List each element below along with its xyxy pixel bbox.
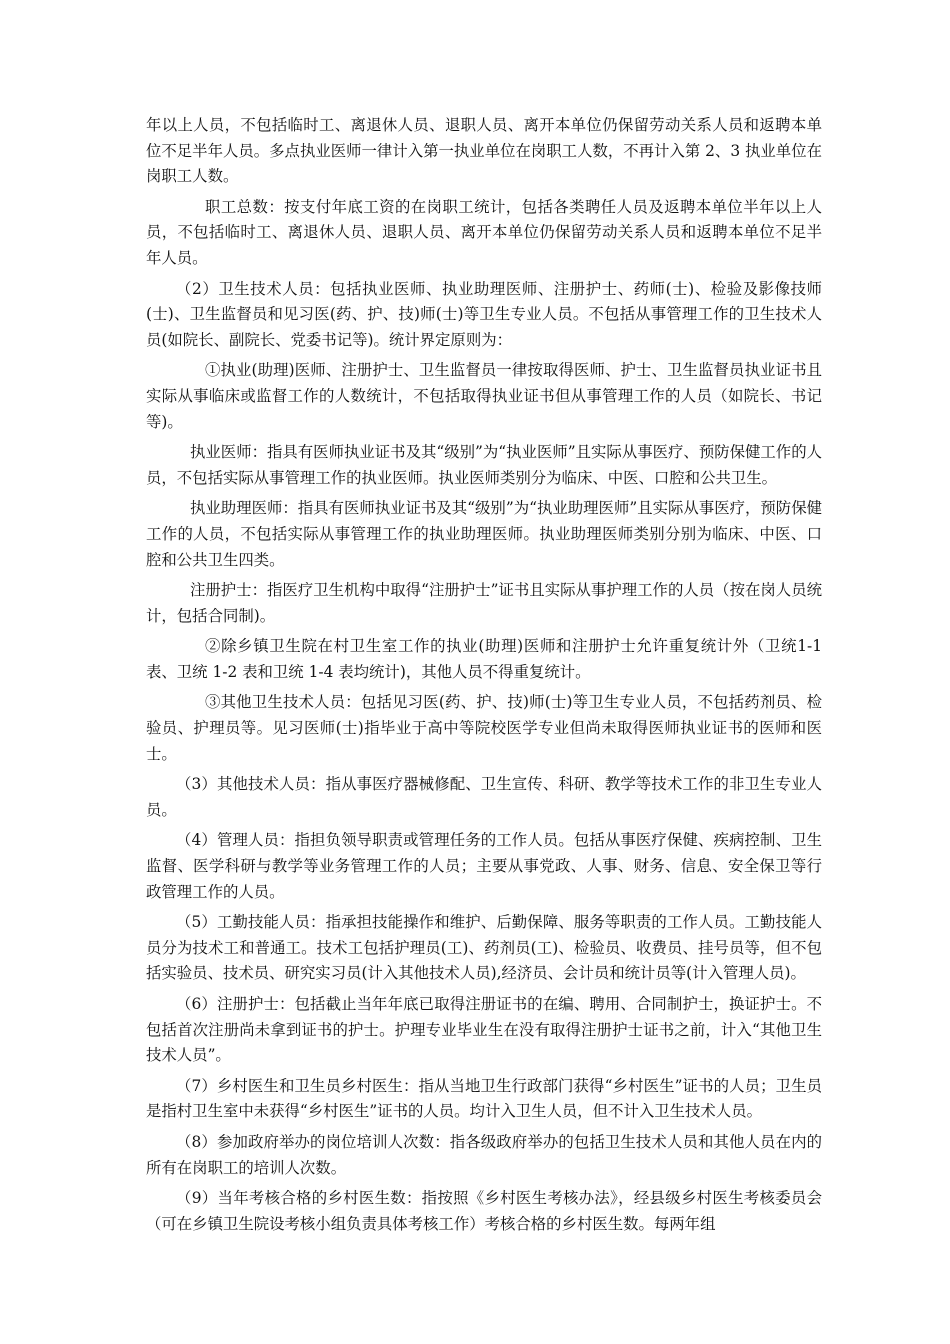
paragraph-registered-nurse: （6）注册护士：包括截止当年年底已取得注册证书的在编、聘用、合同制护士，换证护士。不包括首次注册尚未拿到证书的护士。护理专业毕业生在没有取得注册护士证书之前，计入“其他卫生技术人员”。 bbox=[146, 995, 822, 1065]
paragraph-logistics-staff: （5）工勤技能人员：指承担技能操作和维护、后勤保障、服务等职责的工作人员。工勤技能人员分为技术工和普通工。技术工包括护理员(工)、药剂员(工)、检验员、收费员、挂号员等，但不包括实验员、技术员、研究实习员(计入其他技术人员),经济员、会计员和统计员等(计入管理人员)。 bbox=[146, 913, 822, 983]
paragraph-rule-other-technicians: ③其他卫生技术人员：包括见习医(药、护、技)师(士)等卫生专业人员，不包括药剂员、检验员、护理员等。见习医师(士)指毕业于高中等院校医学专业但尚未取得医师执业证书的医师和医士。 bbox=[146, 693, 822, 763]
paragraph-total-staff: 职工总数：按支付年底工资的在岗职工统计，包括各类聘任人员及返聘本单位半年以上人员，不包括临时工、离退休人员、退职人员、离开本单位仍保留劳动关系人员和返聘本单位不足半年人员。 bbox=[146, 197, 822, 267]
paragraph-management-staff: （4）管理人员：指担负领导职责或管理任务的工作人员。包括从事医疗保健、疾病控制、卫生监督、医学科研与教学等业务管理工作的人员；主要从事党政、人事、财务、信息、安全保卫等行政管理工作的人员。 bbox=[146, 831, 822, 901]
paragraph-licensed-physician: 执业医师：指具有医师执业证书及其“级别”为“执业医师”且实际从事医疗、预防保健工作的人员，不包括实际从事管理工作的执业医师。执业医师类别分为临床、中医、口腔和公共卫生。 bbox=[146, 443, 822, 487]
document-page bbox=[146, 113, 822, 1242]
paragraph-health-technicians: （2）卫生技术人员：包括执业医师、执业助理医师、注册护士、药师(士)、检验及影像技师(士)、卫生监督员和见习医(药、护、技)师(士)等卫生专业人员。不包括从事管理工作的卫生技术人员(如院长、副院长、党委书记等)。统计界定原则为： bbox=[146, 279, 822, 349]
paragraph-assistant-physician: 执业助理医师：指具有医师执业证书及其“级别”为“执业助理医师”且实际从事医疗，预防保健工作的人员，不包括实际从事管理工作的执业助理医师。执业助理医师类别分别为临床、中医、口腔和公共卫生四类。 bbox=[146, 499, 822, 569]
paragraph-registered-nurse-definition: 注册护士：指医疗卫生机构中取得“注册护士”证书且实际从事护理工作的人员（按在岗人员统计，包括合同制)。 bbox=[146, 581, 822, 625]
paragraph-rule-duplicate-count: ②除乡镇卫生院在村卫生室工作的执业(助理)医师和注册护士允许重复统计外（卫统1-1 表、卫统 1-2 表和卫统 1-4 表均统计)，其他人员不得重复统计。 bbox=[146, 637, 822, 681]
paragraph-training-count: （8）参加政府举办的岗位培训人次数：指各级政府举办的包括卫生技术人员和其他人员在内的所有在岗职工的培训人次数。 bbox=[146, 1132, 822, 1177]
paragraph-rule-licensed-staff: ①执业(助理)医师、注册护士、卫生监督员一律按取得医师、护士、卫生监督员执业证书且实际从事临床或监督工作的人数统计，不包括取得执业证书但从事管理工作的人员（如院长、书记等)。 bbox=[146, 361, 822, 431]
paragraph-qualified-village-doctors: （9）当年考核合格的乡村医生数：指按照《乡村医生考核办法》，经县级乡村医生考核委员会（可在乡镇卫生院设考核小组负责具体考核工作）考核合格的乡村医生数。每两年组 bbox=[146, 1189, 822, 1233]
paragraph-village-doctor: （7）乡村医生和卫生员乡村医生：指从当地卫生行政部门获得“乡村医生”证书的人员；卫生员是指村卫生室中未获得“乡村医生”证书的人员。均计入卫生人员，但不计入卫生技术人员。 bbox=[146, 1076, 822, 1121]
paragraph-staff-count-continued: 年以上人员，不包括临时工、离退休人员、退职人员、离开本单位仍保留劳动关系人员和返聘本单位不足半年人员。多点执业医师一律计入第一执业单位在岗职工人数，不再计入第 2、3 执业单位在岗职工人数。 bbox=[146, 116, 822, 186]
paragraph-other-technical-staff: （3）其他技术人员：指从事医疗器械修配、卫生宣传、科研、教学等技术工作的非卫生专业人员。 bbox=[146, 775, 822, 819]
